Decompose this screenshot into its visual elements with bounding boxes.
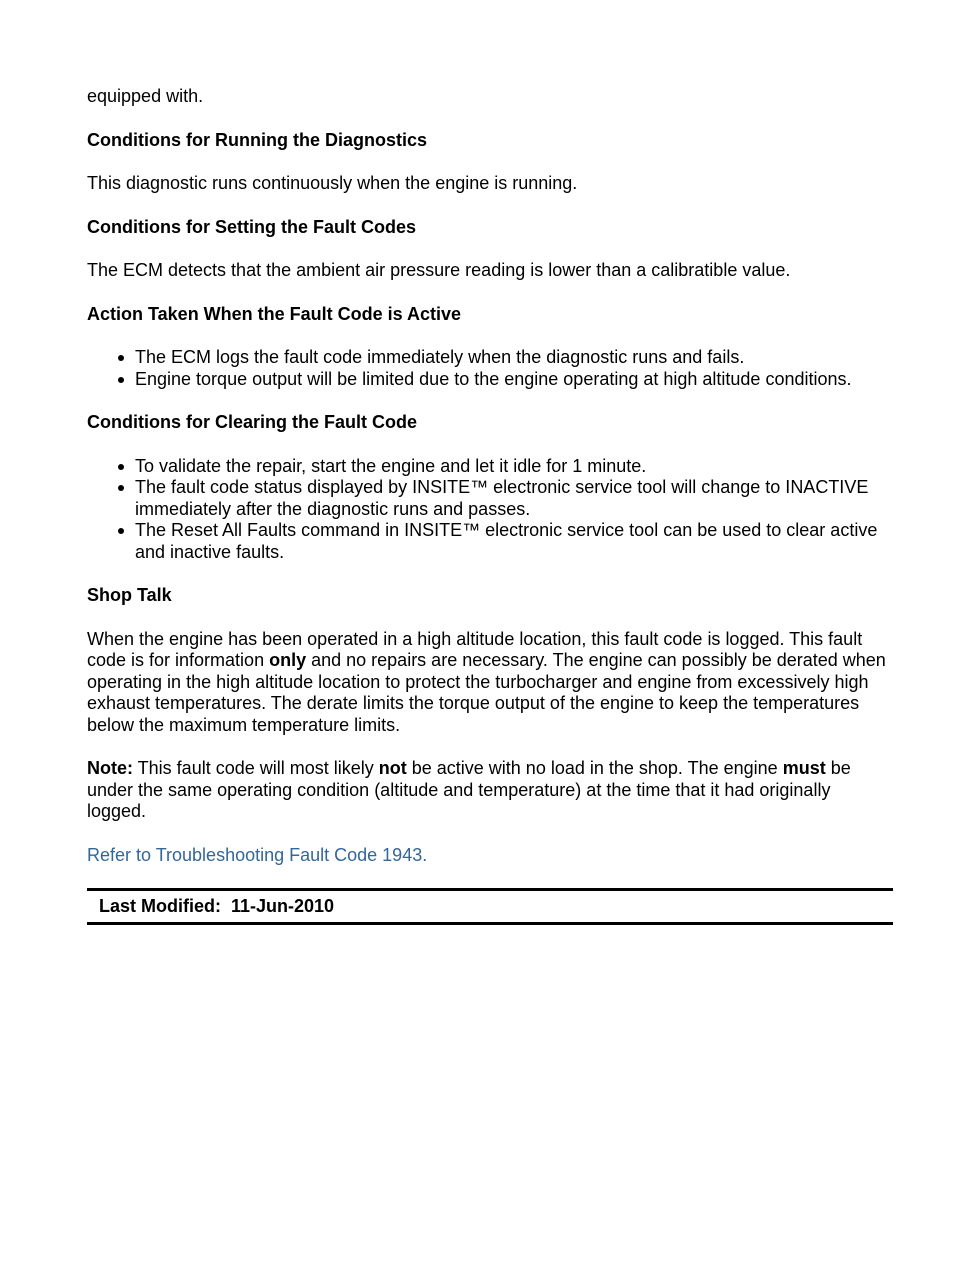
reference-paragraph	[87, 845, 893, 867]
list-item: Engine torque output will be limited due to the engine operating at high altitude conditions.	[135, 369, 893, 391]
note-text-part: be under the same operating condition (altitude and temperature) at the time that it had originally logged.	[87, 758, 851, 821]
document-body	[87, 86, 893, 925]
heading-action-taken: Action Taken When the Fault Code is Active	[87, 303, 462, 324]
last-modified-bar	[87, 888, 893, 925]
note-paragraph	[87, 758, 893, 823]
heading-clearing-fault-code: Conditions for Clearing the Fault Code	[87, 412, 417, 432]
list-item: The fault code status displayed by INSITE™ electronic service tool will change to INACTIVE immediately after the diagnostic runs and passes.	[135, 477, 893, 520]
clearing-fault-code-list	[87, 456, 893, 564]
shop-talk-text-part: and no repairs are necessary. The engine can possibly be derated when operating in the high altitude location to protect the turbocharger and engine from excessively high exhaust temperatures. The derate limits the torque output of the engine to keep the temperatures below the maximum temperature limits.	[87, 650, 886, 735]
shop-talk-text-part: When the engine has been operated in a high altitude location, this fault code is logged. This fault code is for information	[87, 628, 863, 670]
heading-shop-talk: Shop Talk	[87, 585, 172, 605]
intro-text: equipped with.	[87, 86, 204, 106]
list-item: The ECM logs the fault code immediately when the diagnostic runs and fails.	[135, 347, 893, 369]
note-emphasis: must	[782, 758, 826, 778]
action-taken-list	[87, 347, 893, 390]
troubleshooting-link[interactable]: Refer to Troubleshooting Fault Code 1943.	[87, 844, 428, 865]
heading-running-diagnostics: Conditions for Running the Diagnostics	[87, 129, 427, 150]
list-item: To validate the repair, start the engine and let it idle for 1 minute.	[135, 456, 893, 478]
last-modified-text: Last Modified: 11-Jun-2010	[99, 895, 335, 916]
note-text-part: be active with no load in the shop. The engine	[406, 758, 783, 778]
running-diagnostics-text: This diagnostic runs continuously when the engine is running.	[87, 173, 578, 193]
list-item: The Reset All Faults command in INSITE™ electronic service tool can be used to clear active and inactive faults.	[135, 520, 893, 563]
note-label: Note:	[87, 758, 133, 778]
heading-setting-fault-codes: Conditions for Setting the Fault Codes	[87, 216, 416, 237]
shop-talk-emphasis: only	[269, 650, 307, 670]
note-emphasis: not	[378, 758, 407, 778]
shop-talk-paragraph	[87, 629, 893, 737]
setting-fault-codes-text: The ECM detects that the ambient air pressure reading is lower than a calibratible value.	[87, 260, 791, 280]
note-text-part: This fault code will most likely	[133, 758, 379, 778]
